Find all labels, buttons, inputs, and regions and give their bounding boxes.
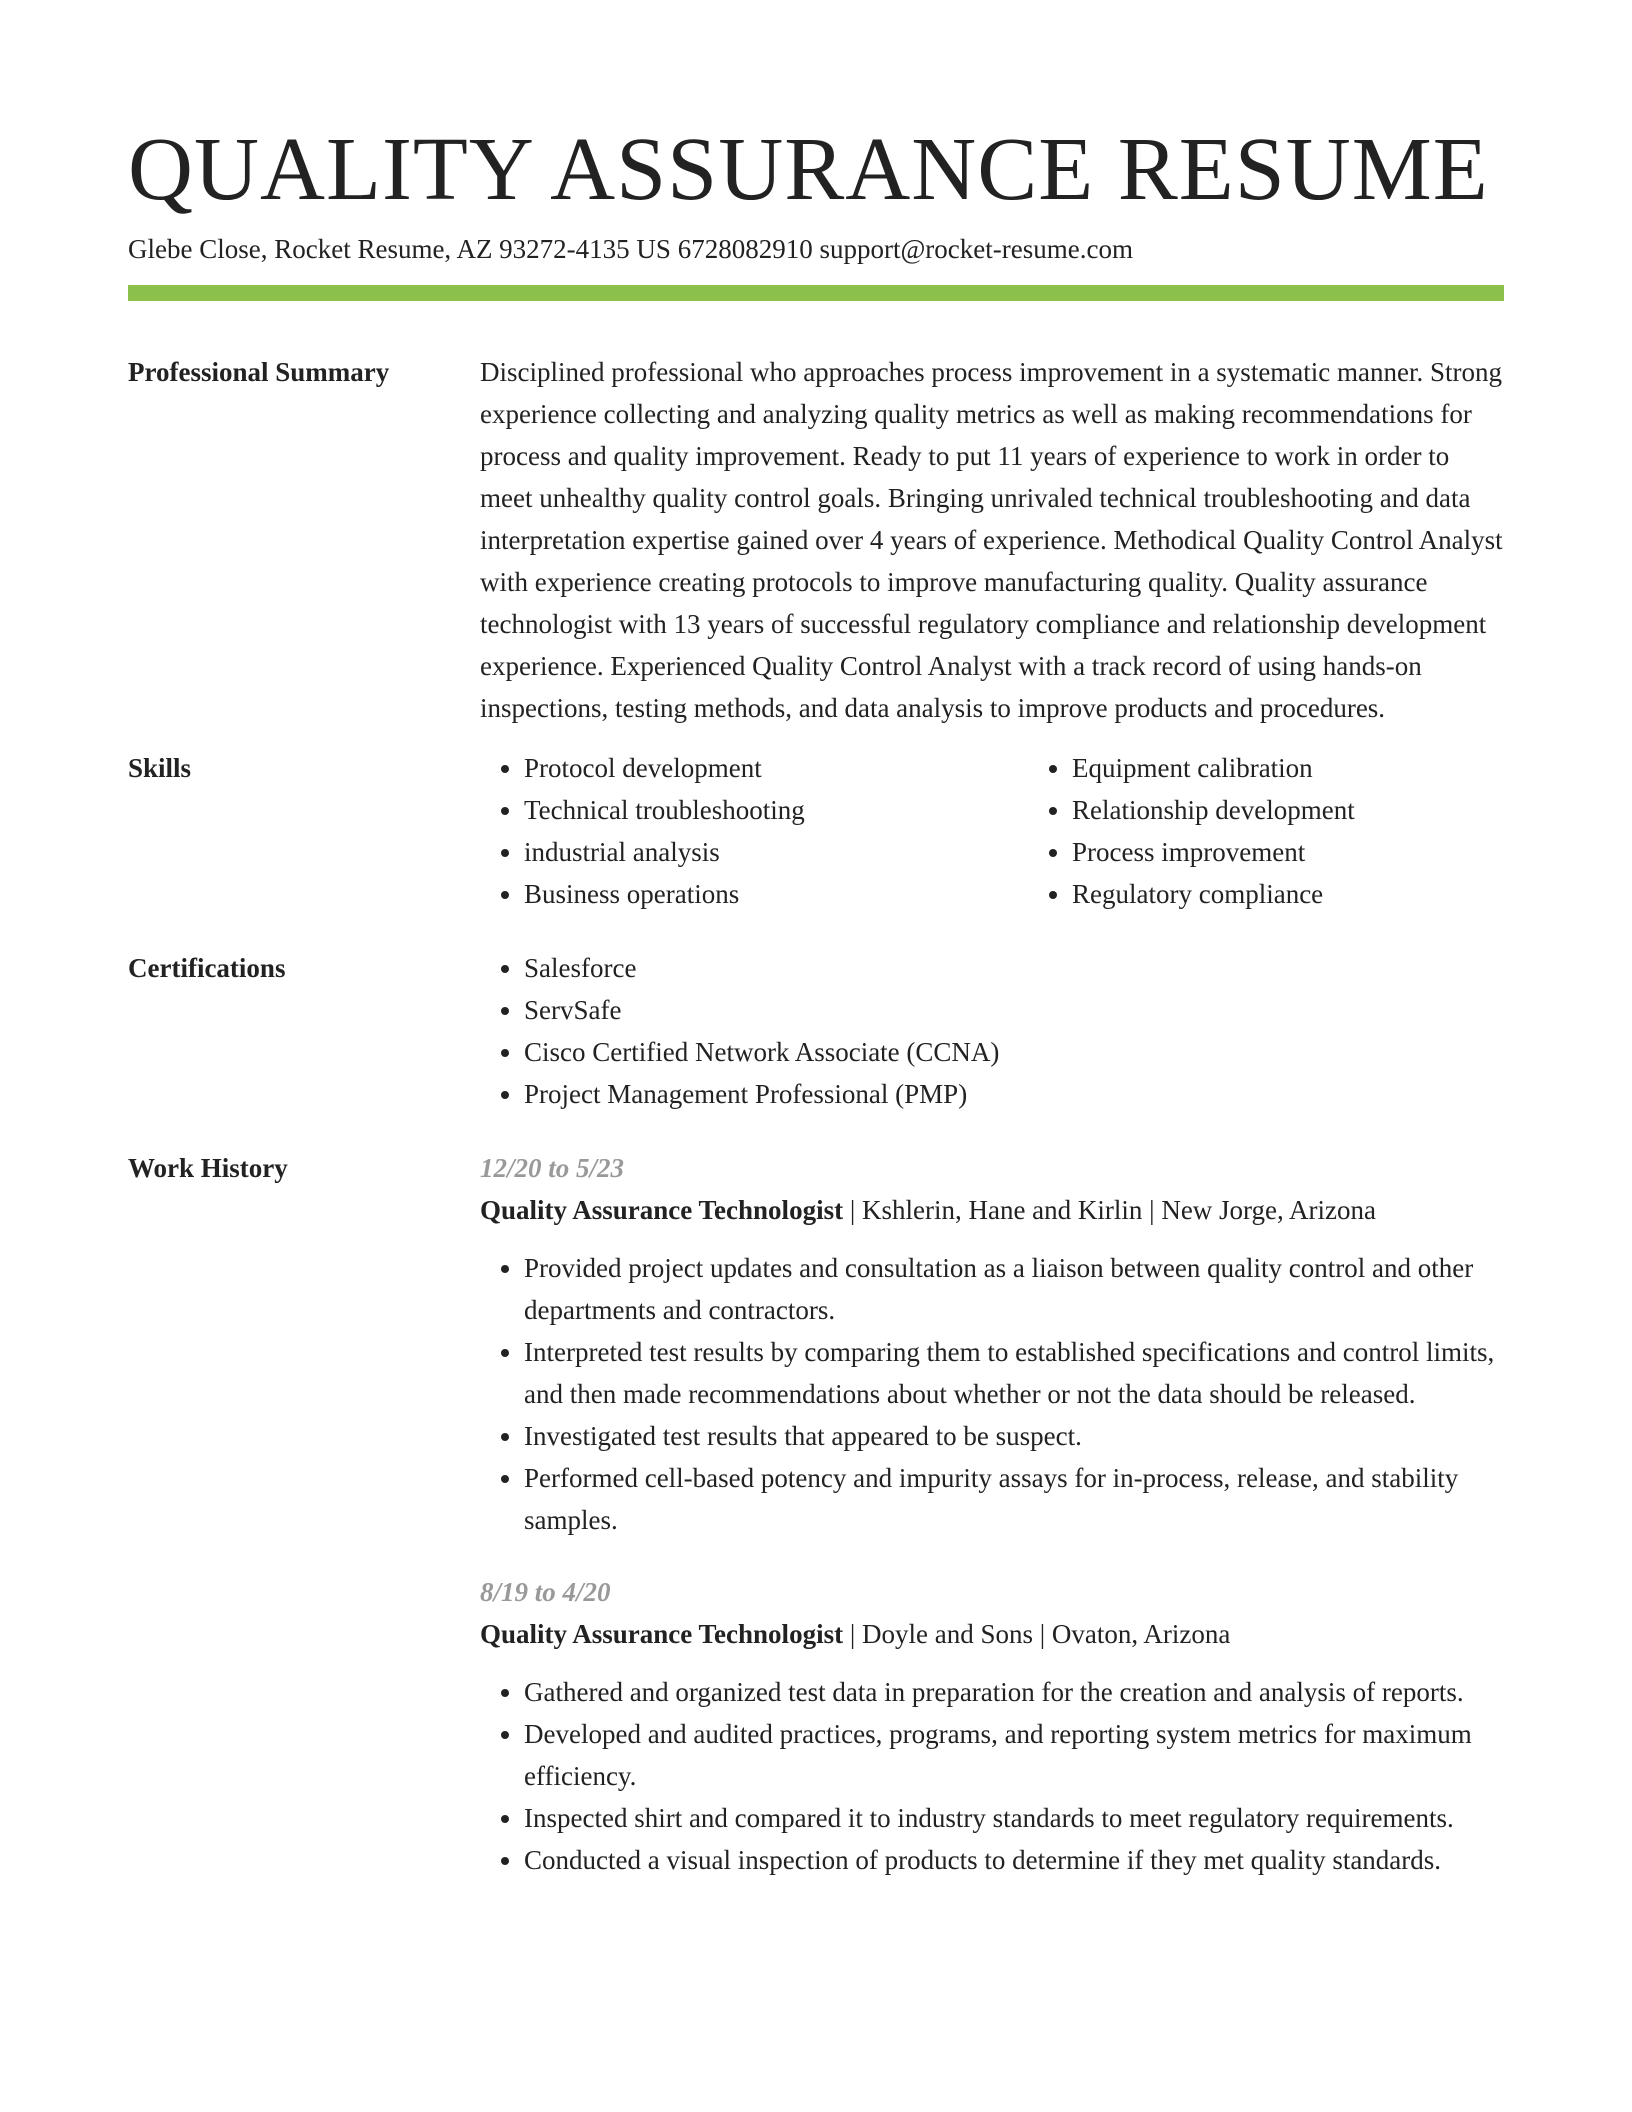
certification-item: • ServSafe bbox=[524, 989, 1504, 1031]
job-entry bbox=[480, 1571, 1504, 1881]
job-dates: 12/20 to 5/23 bbox=[480, 1153, 625, 1183]
accent-divider bbox=[128, 285, 1504, 301]
skills-grid bbox=[480, 747, 1504, 915]
job-title: Quality Assurance Technologist bbox=[480, 1195, 844, 1225]
job-bullet: • Provided project updates and consultation as a liaison between quality control and other departments and contractors. bbox=[524, 1247, 1504, 1331]
job-dates: 8/19 to 4/20 bbox=[480, 1577, 611, 1607]
skill-item: • Process improvement bbox=[1072, 831, 1576, 873]
skill-item: • Equipment calibration bbox=[1072, 747, 1576, 789]
skill-item: • Relationship development bbox=[1072, 789, 1576, 831]
certifications-list bbox=[480, 947, 1504, 1115]
section-label-certifications: Certifications bbox=[128, 953, 286, 983]
section-label-work-history: Work History bbox=[128, 1153, 288, 1183]
work-history-section bbox=[128, 1147, 1504, 1881]
contact-line: Glebe Close, Rocket Resume, AZ 93272-4135 US 6728082910 support@rocket-resume.com bbox=[128, 234, 1133, 264]
certification-item: • Cisco Certified Network Associate (CCNA) bbox=[524, 1031, 1504, 1073]
job-bullet: • Gathered and organized test data in preparation for the creation and analysis of reports. bbox=[524, 1671, 1504, 1713]
summary-content bbox=[480, 351, 1504, 729]
job-entry bbox=[480, 1147, 1504, 1541]
skill-item: • Technical troubleshooting bbox=[524, 789, 1028, 831]
certifications-section bbox=[128, 947, 1504, 1115]
job-bullet: • Performed cell-based potency and impurity assays for in-process, release, and stability samples. bbox=[524, 1457, 1504, 1541]
job-bullet: • Interpreted test results by comparing them to established specifications and control limits, and then made recommendations about whether or not the data should be released. bbox=[524, 1331, 1504, 1415]
job-employer-location: | Kshlerin, Hane and Kirlin | New Jorge, Arizona bbox=[843, 1195, 1377, 1225]
skill-item: • Business operations bbox=[524, 873, 1028, 915]
certification-item: • Project Management Professional (PMP) bbox=[524, 1073, 1504, 1115]
skill-item: • Regulatory compliance bbox=[1072, 873, 1576, 915]
job-bullet: • Inspected shirt and compared it to industry standards to meet regulatory requirements. bbox=[524, 1797, 1504, 1839]
skills-list-left bbox=[480, 747, 1028, 915]
certifications-content bbox=[480, 947, 1504, 1115]
section-label-skills: Skills bbox=[128, 753, 192, 783]
job-heading bbox=[480, 1613, 1504, 1655]
job-title: Quality Assurance Technologist bbox=[480, 1619, 844, 1649]
section-label-summary: Professional Summary bbox=[128, 357, 390, 387]
skills-section bbox=[128, 747, 1504, 915]
job-bullet: • Investigated test results that appeared to be suspect. bbox=[524, 1415, 1504, 1457]
job-bullet: • Conducted a visual inspection of products to determine if they met quality standards. bbox=[524, 1839, 1504, 1881]
resume-title: QUALITY ASSURANCE RESUME bbox=[128, 120, 1489, 219]
certification-item: • Salesforce bbox=[524, 947, 1504, 989]
summary-section bbox=[128, 351, 1504, 729]
work-history-content bbox=[480, 1147, 1504, 1881]
job-employer-location: | Doyle and Sons | Ovaton, Arizona bbox=[843, 1619, 1231, 1649]
job-bullets bbox=[480, 1671, 1504, 1881]
job-bullet: • Developed and audited practices, programs, and reporting system metrics for maximum efficiency. bbox=[524, 1713, 1504, 1797]
skill-item: • Protocol development bbox=[524, 747, 1028, 789]
skill-item: • industrial analysis bbox=[524, 831, 1028, 873]
summary-text: Disciplined professional who approaches process improvement in a systematic manner. Strong experience collecting and analyzing quality metrics as well as making recommendations for process and quality improvement. Ready to put 11 years of experience to work in order to meet unhealthy quality control goals. Bringing unrivaled technical troubleshooting and data interpretation expertise gained over 4 years of experience. Methodical Quality Control Analyst with experience creating protocols to improve manufacturing quality. Quality assurance technologist with 13 years of successful regulatory compliance and relationship development experience. Experienced Quality Control Analyst with a track record of using hands-on inspections, testing methods, and data analysis to improve products and procedures. bbox=[480, 357, 1503, 723]
skills-list-right bbox=[1028, 747, 1576, 915]
job-bullets bbox=[480, 1247, 1504, 1541]
job-heading bbox=[480, 1189, 1504, 1231]
resume-page bbox=[128, 0, 1504, 1881]
